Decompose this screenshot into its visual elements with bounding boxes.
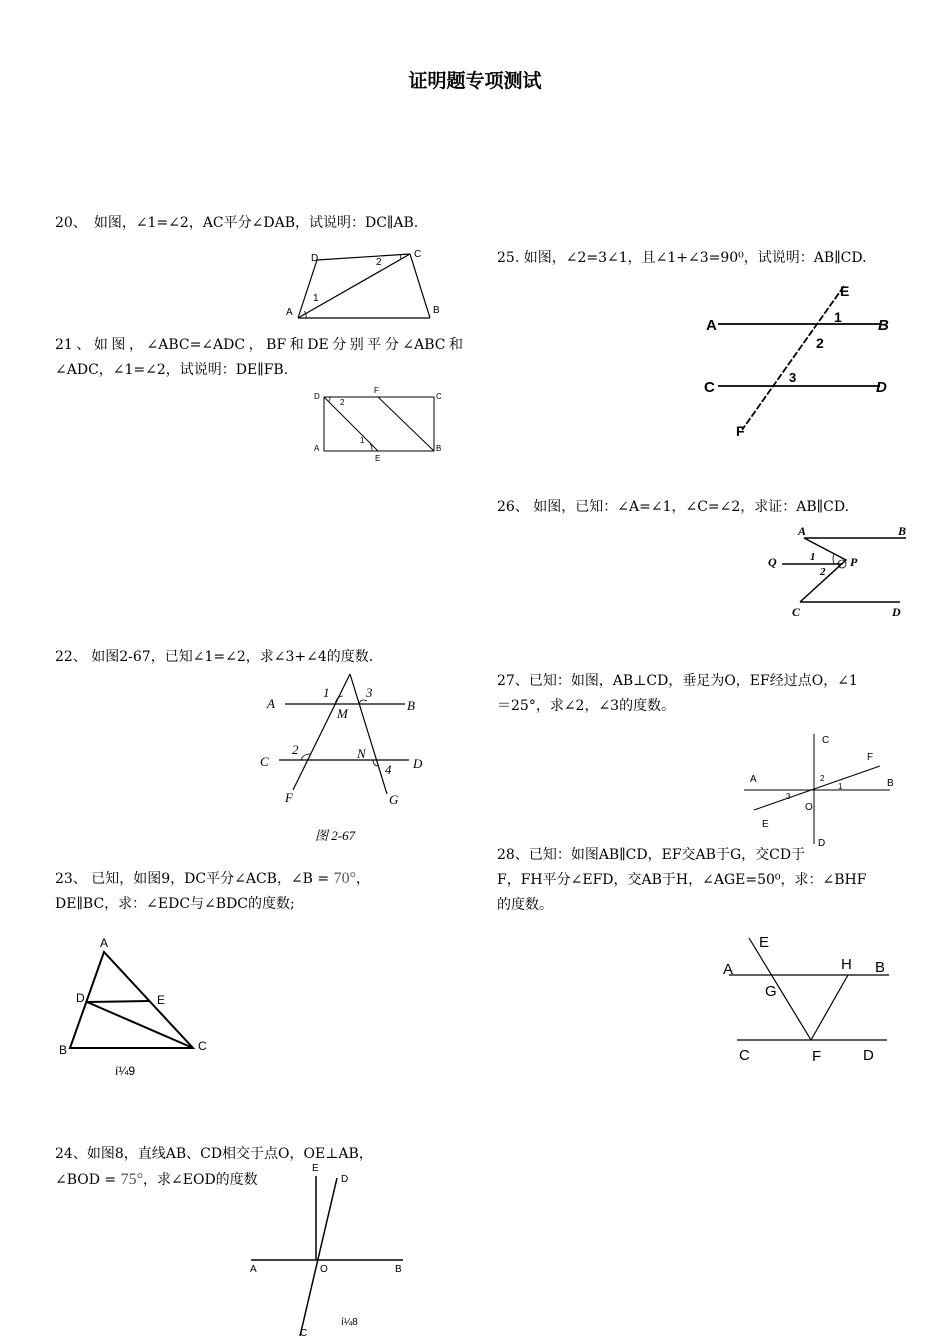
figure-caption: í¼8 <box>341 1317 358 1328</box>
label-2: 2 <box>340 398 345 407</box>
label-C: C <box>822 735 830 746</box>
question-25-text: 25. 如图，∠2=3∠1，且∠1+∠3=90⁰，试说明：AB∥CD. <box>497 250 867 266</box>
label-D: D <box>876 379 887 396</box>
figure-20 <box>280 245 450 323</box>
label-1: 1 <box>360 436 365 445</box>
label-A: A <box>798 524 807 538</box>
question-20-text: 20、 如图，∠1=∠2，AC平分∠DAB，试说明：DC∥AB. <box>55 215 419 231</box>
label-F: F <box>736 423 745 439</box>
label-2: 2 <box>816 335 824 351</box>
label-B: B <box>433 305 440 316</box>
label-B: B <box>887 778 894 789</box>
angle-value: 75° <box>120 1171 144 1188</box>
label-A: A <box>706 317 717 334</box>
label-B: B <box>59 1043 68 1057</box>
label-F: F <box>285 790 293 805</box>
label-D: D <box>892 605 901 619</box>
label-C: C <box>260 754 269 769</box>
label-Q: Q <box>768 555 777 569</box>
question-21-text: 21、如图，∠ABC=∠ADC，BF和DE分别平分∠ABC和∠ADC，∠1=∠2，试说明：DE∥FB. <box>55 337 463 378</box>
question-28-line-1: 28、已知：如图AB∥CD，EF交AB于G，交CD于 <box>497 847 806 863</box>
question-26-text: 26、 如图，已知：∠A=∠1，∠C=∠2，求证：AB∥CD. <box>497 499 850 515</box>
label-2: 2 <box>292 742 299 757</box>
question-23-line-1: 23、 已知，如图9，DC平分∠ACB，∠B = 70°， <box>55 870 371 887</box>
label-E: E <box>840 283 850 299</box>
label-N: N <box>357 746 366 761</box>
label-2: 2 <box>820 566 826 578</box>
question-28-line-3: 的度数。 <box>497 897 553 913</box>
label-A: A <box>250 1264 257 1275</box>
label-4: 4 <box>385 762 392 777</box>
label-C: C <box>198 1039 207 1053</box>
label-D: D <box>76 991 85 1005</box>
question-22-text: 22、 如图2-67，已知∠1=∠2，求∠3+∠4的度数. <box>55 649 374 665</box>
figure-21 <box>310 385 450 463</box>
label-A: A <box>314 444 320 453</box>
label-F: F <box>812 1048 822 1065</box>
question-27-line-2: ＝25°，求∠2，∠3的度数。 <box>497 698 676 714</box>
label-B: B <box>436 444 442 453</box>
label-B: B <box>407 698 415 713</box>
label-O: O <box>805 802 813 813</box>
label-C: C <box>739 1047 750 1064</box>
label-G: G <box>765 983 777 1000</box>
label-D: D <box>413 756 423 771</box>
label-H: H <box>841 956 852 973</box>
label-A: A <box>267 696 275 711</box>
label-D: D <box>818 838 826 849</box>
figure-26 <box>760 520 920 622</box>
label-3: 3 <box>366 685 373 700</box>
label-D: D <box>863 1047 874 1064</box>
label-B: B <box>395 1264 402 1275</box>
label-2: 2 <box>376 257 382 268</box>
question-27-line-1: 27、已知：如图，AB⊥CD，垂足为O，EF经过点O，∠1 <box>497 673 858 689</box>
label-C: C <box>792 605 801 619</box>
label-B: B <box>875 959 886 976</box>
label-E: E <box>375 454 381 463</box>
label-B: B <box>878 317 889 334</box>
question-23-line-2: DE∥BC，求：∠EDC与∠BDC的度数; <box>55 896 295 912</box>
label-E: E <box>312 1163 319 1174</box>
page-title: 证明题专项测试 <box>408 70 542 92</box>
label-1: 1 <box>834 309 842 325</box>
figure-25 <box>700 280 900 440</box>
figure-23 <box>55 932 225 1082</box>
label-B: B <box>898 524 907 538</box>
label-3: 3 <box>786 792 791 801</box>
label-E: E <box>759 934 770 951</box>
figure-22 <box>255 668 435 848</box>
question-24-line-2: ∠BOD = 75°，求∠EOD的度数 <box>55 1171 258 1188</box>
figure-caption: 图 2-67 <box>315 828 356 843</box>
question-27-text <box>497 669 917 719</box>
label-A: A <box>286 307 293 318</box>
label-C: C <box>704 379 715 396</box>
label-F: F <box>867 752 874 763</box>
label-A: A <box>723 961 734 978</box>
label-D: D <box>341 1174 349 1185</box>
question-24-line-1: 24、如图8，直线AB、CD相交于点O，OE⊥AB， <box>55 1146 373 1162</box>
label-P: P <box>850 555 858 569</box>
label-D: D <box>314 392 320 401</box>
label-G: G <box>389 792 399 807</box>
label-C: C <box>300 1328 308 1339</box>
label-E: E <box>157 993 166 1007</box>
label-E: E <box>762 819 769 830</box>
label-1: 1 <box>313 293 319 304</box>
label-C: C <box>436 392 442 401</box>
figure-27 <box>740 730 910 852</box>
label-2: 2 <box>820 774 825 783</box>
figure-28 <box>715 928 900 1070</box>
figure-caption: í¼9 <box>115 1064 136 1078</box>
question-23-text <box>55 866 475 917</box>
figure-24 <box>245 1158 415 1340</box>
question-28-text <box>497 843 917 918</box>
label-O: O <box>320 1264 328 1275</box>
label-1: 1 <box>838 782 843 791</box>
label-3: 3 <box>789 370 797 385</box>
label-A: A <box>750 774 757 785</box>
label-A: A <box>100 936 109 950</box>
label-F: F <box>374 386 379 395</box>
label-1: 1 <box>323 685 330 700</box>
label-M: M <box>337 706 348 721</box>
label-1: 1 <box>810 551 816 563</box>
angle-value: 70° <box>333 870 357 887</box>
question-28-line-2: F，FH平分∠EFD，交AB于H，∠AGE=50⁰，求：∠BHF <box>497 872 867 888</box>
label-D: D <box>311 253 319 264</box>
label-C: C <box>414 249 422 260</box>
